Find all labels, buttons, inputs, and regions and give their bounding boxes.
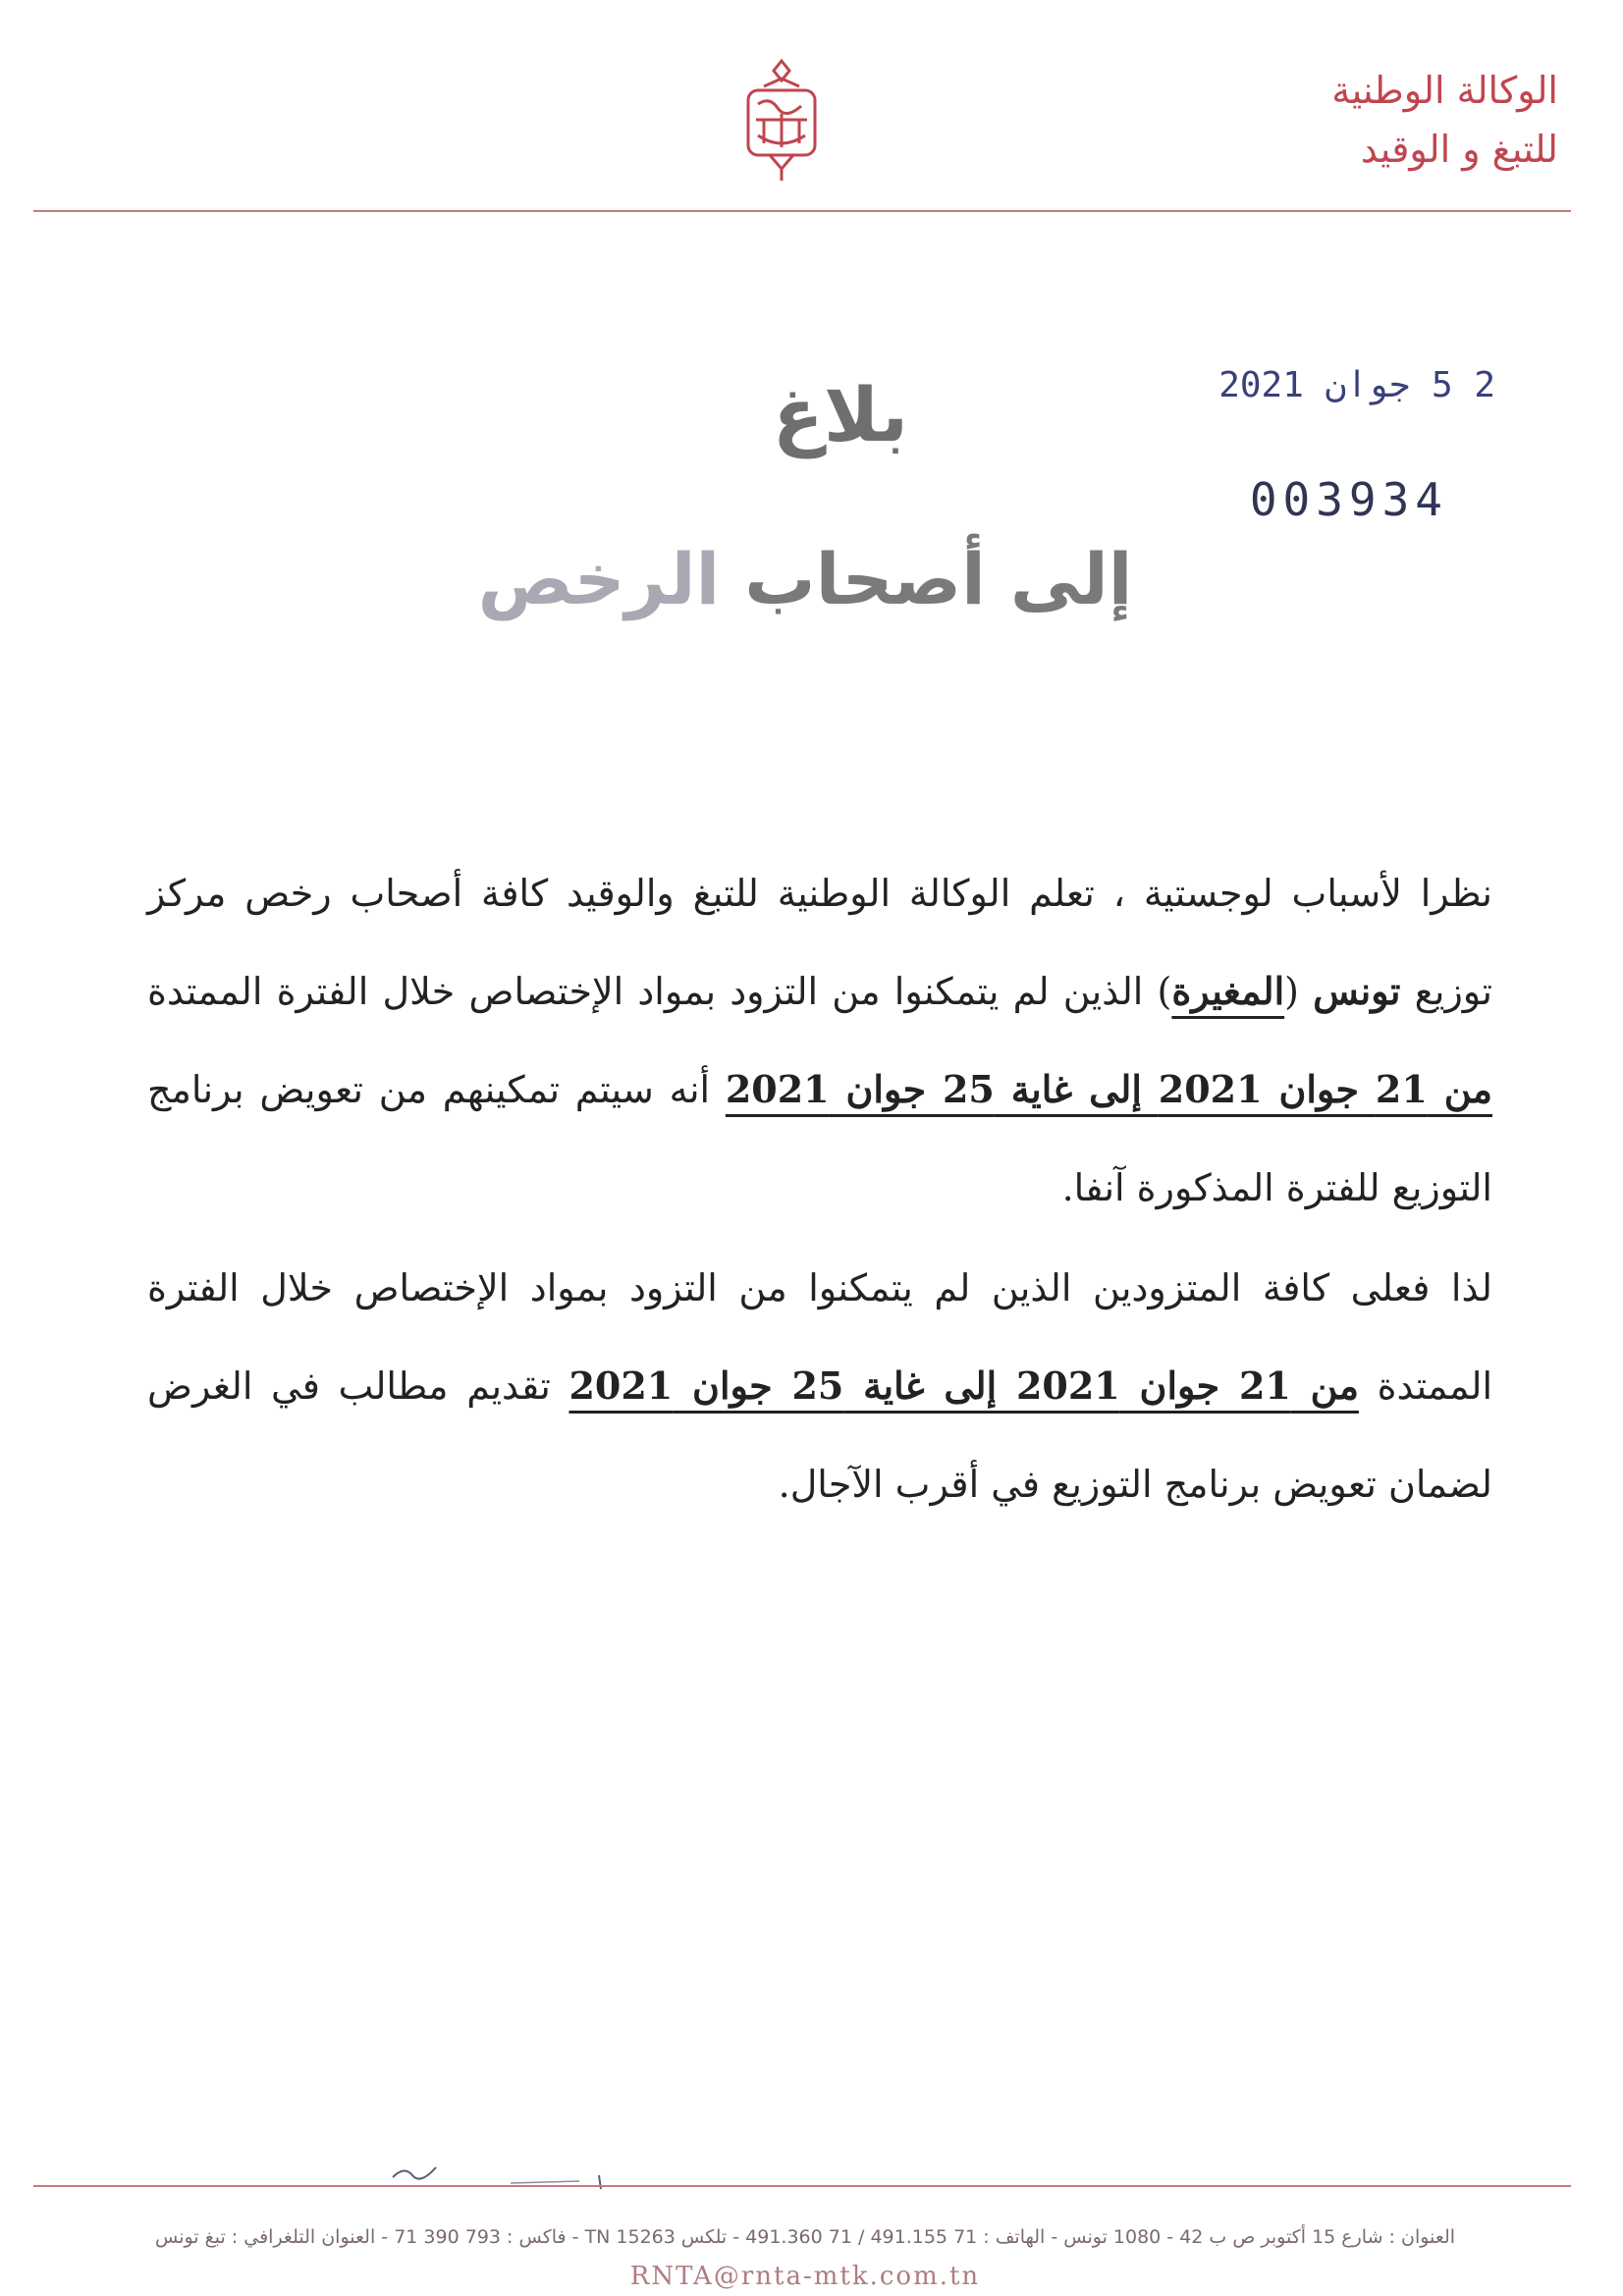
agency-name-line1: الوكالة الوطنية (1331, 69, 1558, 112)
agency-name-line2: للتبغ و الوقيد (1360, 128, 1558, 171)
p1-text-1: نظرا لأسباب لوجستية ، (1094, 872, 1492, 915)
footer-address: العنوان : شارع 15 أكتوبر ص ب 42 - 1080 تونس - الهاتف : 71 491.155 / 71 491.360 - تلكس TN 15263 - فاكس : 793 390 71 - العنوان التلغرافي : تبغ تونس (154, 2226, 1456, 2248)
p1-city: تونس (1313, 969, 1401, 1013)
p1-district: المغيرة (1171, 969, 1285, 1013)
subtitle-light: الرخص (477, 538, 721, 620)
notice-title: بلاغ (772, 371, 909, 458)
agency-logo-icon (734, 57, 829, 185)
date-stamp: 2 5 جوان 2021 (1218, 365, 1495, 405)
subtitle-bold: إلى أصحاب (744, 538, 1133, 620)
p1-text-6: ) الذين لم يتمكنوا من التزود بمواد الإختصاص خلال الفترة الممتدة (147, 970, 1172, 1013)
p1-text-8: أنه سيتم تمكينهم من تعويض برنامج التوزيع للفترة المذكورة آنفا. (147, 1068, 1492, 1209)
header-divider (33, 210, 1571, 212)
p1-period: من 21 جوان 2021 إلى غاية 25 جوان 2021 (725, 1067, 1492, 1111)
footer-divider (33, 2185, 1571, 2187)
footer-email: RNTA@rnta-mtk.com.tn (629, 2262, 981, 2291)
p2-text-1: لذا فعلى كافة المتزودين الذين لم يتمكنوا من التزود بمواد الإختصاص خلال الفترة الممتدة (147, 1266, 1493, 1408)
p2-text-3: تقديم مطالب في الغرض لضمان تعويض برنامج التوزيع في أقرب الآجال. (147, 1364, 1492, 1506)
paragraph-2 (147, 1239, 1492, 1533)
notice-subtitle (452, 538, 1159, 620)
reference-number: 003934 (1249, 473, 1448, 526)
p1-text-2: تعلم الوكالة الوطنية للتبغ والوقيد كافة أصحاب رخص مركز توزيع (147, 872, 1493, 1013)
agency-name (1146, 61, 1558, 179)
p1-text-4: ( (1284, 970, 1314, 1013)
signature-mark (353, 2156, 648, 2195)
paragraph-1 (147, 844, 1492, 1237)
p2-period: من 21 جوان 2021 إلى غاية 25 جوان 2021 (568, 1363, 1359, 1408)
